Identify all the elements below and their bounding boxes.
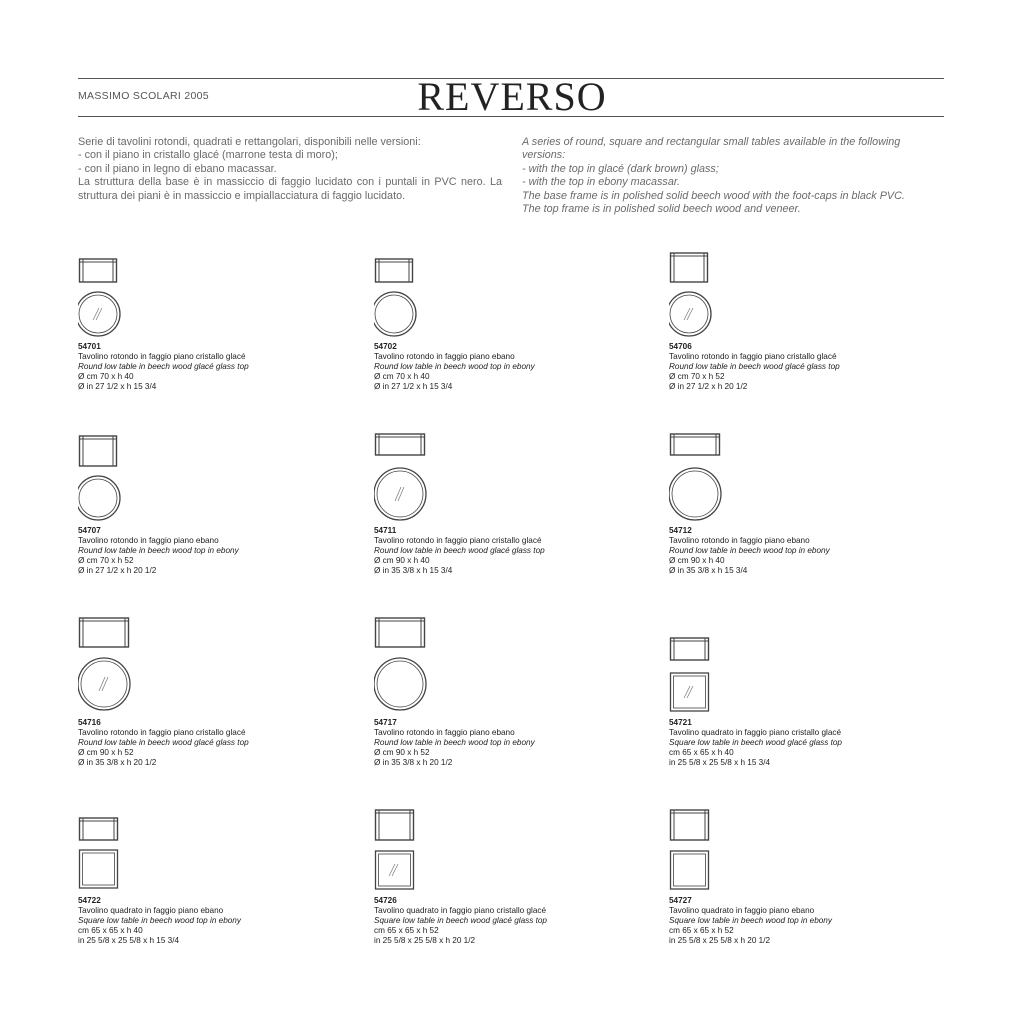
product-54701 <box>78 256 318 396</box>
product-name-it: Tavolino quadrato in faggio piano ebano <box>78 906 224 916</box>
product-name-en: Round low table in beech wood glacé glass top <box>78 362 249 372</box>
product-info <box>78 526 318 576</box>
intro-en-line: A series of round, square and rectangular small tables available in the following versions: <box>522 136 901 162</box>
product-dim-cm: Ø cm 70 x h 40 <box>78 372 134 382</box>
product-dim-cm: cm 65 x 65 x h 52 <box>669 926 734 936</box>
product-code: 54707 <box>78 526 101 535</box>
collection-title: REVERSO <box>417 74 607 119</box>
product-name-en: Square low table in beech wood glacé glass top <box>374 916 547 926</box>
designer-credit: MASSIMO SCOLARI 2005 <box>78 90 209 102</box>
product-code: 54722 <box>78 896 101 905</box>
product-dim-in: Ø in 35 3/8 x h 15 3/4 <box>374 566 453 576</box>
round-table-drawing <box>78 616 138 716</box>
round-table-drawing <box>374 256 434 340</box>
product-name-it: Tavolino quadrato in faggio piano cristallo glacé <box>669 728 842 738</box>
product-info <box>669 718 909 768</box>
product-name-en: Square low table in beech wood top in ebony <box>669 916 832 926</box>
round-table-drawing <box>669 252 729 340</box>
product-dim-cm: Ø cm 90 x h 52 <box>374 748 430 758</box>
round-table-drawing <box>374 616 434 716</box>
product-dim-cm: Ø cm 90 x h 40 <box>669 556 725 566</box>
product-code: 54727 <box>669 896 692 905</box>
product-name-it: Tavolino rotondo in faggio piano cristallo glacé <box>669 352 837 362</box>
product-dim-in: Ø in 27 1/2 x h 15 3/4 <box>78 382 157 392</box>
product-info <box>669 896 909 946</box>
product-dim-in: Ø in 35 3/8 x h 20 1/2 <box>374 758 453 768</box>
product-dim-in: in 25 5/8 x 25 5/8 x h 20 1/2 <box>669 936 771 946</box>
intro-it-line: Serie di tavolini rotondi, quadrati e rettangolari, disponibili nelle versioni: <box>78 136 421 148</box>
product-code: 54701 <box>78 342 101 351</box>
product-dim-in: in 25 5/8 x 25 5/8 x h 15 3/4 <box>669 758 771 768</box>
product-code: 54721 <box>669 718 692 727</box>
product-54716 <box>78 616 318 770</box>
product-54722 <box>78 816 318 950</box>
intro-en-line: - with the top in ebony macassar. <box>522 176 681 189</box>
product-dim-cm: Ø cm 90 x h 52 <box>78 748 134 758</box>
product-name-it: Tavolino rotondo in faggio piano ebano <box>669 536 810 546</box>
product-name-en: Square low table in beech wood top in ebony <box>78 916 241 926</box>
intro-it-line: - con il piano in legno di ebano macassar. <box>78 162 277 175</box>
product-name-en: Round low table in beech wood glacé glass top <box>78 738 249 748</box>
product-name-en: Round low table in beech wood glacé glass top <box>374 546 545 556</box>
product-code: 54726 <box>374 896 397 905</box>
square-table-drawing <box>669 636 729 716</box>
product-code: 54717 <box>374 718 397 727</box>
round-table-drawing <box>374 432 434 526</box>
product-name-en: Round low table in beech wood top in ebony <box>374 362 535 372</box>
product-dim-cm: Ø cm 70 x h 52 <box>669 372 725 382</box>
product-name-it: Tavolino rotondo in faggio piano ebano <box>374 728 515 738</box>
product-54711 <box>374 432 614 580</box>
product-name-it: Tavolino rotondo in faggio piano cristallo glacé <box>374 536 542 546</box>
product-name-en: Square low table in beech wood glacé glass top <box>669 738 842 748</box>
product-dim-in: Ø in 27 1/2 x h 20 1/2 <box>669 382 748 392</box>
product-dim-cm: Ø cm 70 x h 40 <box>374 372 430 382</box>
product-info <box>374 526 614 576</box>
product-dim-cm: cm 65 x 65 x h 40 <box>78 926 143 936</box>
product-name-it: Tavolino rotondo in faggio piano ebano <box>374 352 515 362</box>
product-name-en: Round low table in beech wood top in ebony <box>669 546 830 556</box>
product-name-it: Tavolino quadrato in faggio piano cristallo glacé <box>374 906 547 916</box>
product-name-it: Tavolino rotondo in faggio piano cristallo glacé <box>78 352 246 362</box>
square-table-drawing <box>78 816 138 896</box>
intro-en-line: The top frame is in polished solid beech wood and veneer. <box>522 203 801 216</box>
product-54707 <box>78 434 318 580</box>
product-name-it: Tavolino rotondo in faggio piano ebano <box>78 536 219 546</box>
product-info <box>374 342 614 392</box>
round-table-drawing <box>78 434 138 524</box>
product-info <box>669 342 909 392</box>
product-54717 <box>374 616 614 770</box>
product-info <box>374 718 614 768</box>
product-dim-cm: Ø cm 90 x h 40 <box>374 556 430 566</box>
product-54721 <box>669 636 909 770</box>
square-table-drawing <box>374 808 434 896</box>
product-54702 <box>374 256 614 396</box>
product-dim-in: Ø in 27 1/2 x h 15 3/4 <box>374 382 453 392</box>
product-name-it: Tavolino quadrato in faggio piano ebano <box>669 906 815 916</box>
product-54727 <box>669 808 909 950</box>
product-dim-in: Ø in 35 3/8 x h 15 3/4 <box>669 566 748 576</box>
product-code: 54712 <box>669 526 692 535</box>
product-dim-cm: Ø cm 70 x h 52 <box>78 556 134 566</box>
product-info <box>374 896 614 946</box>
product-54712 <box>669 432 909 580</box>
product-code: 54706 <box>669 342 692 351</box>
product-info <box>669 526 909 576</box>
product-code: 54716 <box>78 718 101 727</box>
product-dim-in: Ø in 35 3/8 x h 20 1/2 <box>78 758 157 768</box>
product-info <box>78 342 318 392</box>
product-dim-cm: cm 65 x 65 x h 40 <box>669 748 734 758</box>
round-table-drawing <box>78 256 138 340</box>
intro-en-line: The base frame is in polished solid beech wood with the foot-caps in black PVC. <box>522 189 905 202</box>
product-54726 <box>374 808 614 950</box>
product-info <box>78 896 318 946</box>
product-info <box>78 718 318 768</box>
intro-it-line: La struttura della base è in massiccio di faggio lucidato con i puntali in PVC nero. La struttura dei piani è in massiccio e impiallacciatura di faggio lucidato. <box>78 176 502 202</box>
square-table-drawing <box>669 808 729 896</box>
round-table-drawing <box>669 432 729 526</box>
product-name-en: Round low table in beech wood top in ebony <box>78 546 239 556</box>
intro-en-line: - with the top in glacé (dark brown) glass; <box>522 162 719 175</box>
product-dim-cm: cm 65 x 65 x h 52 <box>374 926 439 936</box>
intro-italian <box>78 136 502 203</box>
product-name-en: Round low table in beech wood glacé glass top <box>669 362 840 372</box>
product-dim-in: Ø in 27 1/2 x h 20 1/2 <box>78 566 157 576</box>
product-code: 54711 <box>374 526 397 535</box>
product-dim-in: in 25 5/8 x 25 5/8 x h 15 3/4 <box>78 936 180 946</box>
product-54706 <box>669 252 909 396</box>
product-name-it: Tavolino rotondo in faggio piano cristallo glacé <box>78 728 246 738</box>
product-dim-in: in 25 5/8 x 25 5/8 x h 20 1/2 <box>374 936 476 946</box>
intro-it-line: - con il piano in cristallo glacé (marrone testa di moro); <box>78 149 338 162</box>
intro-english <box>522 136 946 216</box>
product-code: 54702 <box>374 342 397 351</box>
product-name-en: Round low table in beech wood top in ebony <box>374 738 535 748</box>
